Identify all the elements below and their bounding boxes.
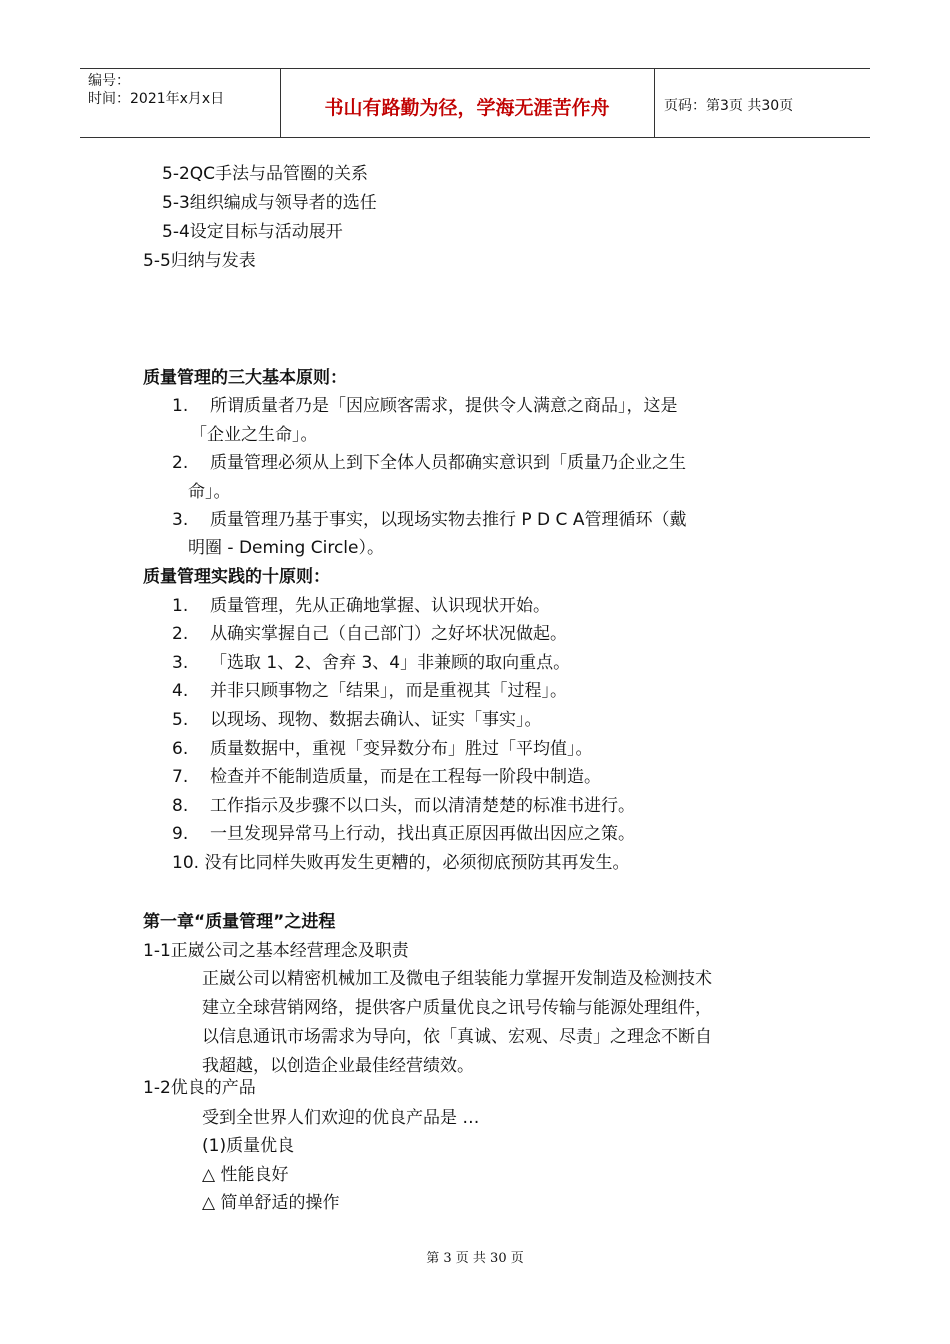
item-text: 没有比同样失败再发生更糟的，必须彻底预防其再发生。 [204, 853, 630, 873]
toc-item: 5-3组织编成与领导者的选任 [162, 193, 377, 213]
item-number: 4. [172, 681, 189, 701]
principle-item [172, 623, 567, 645]
item-text: 质量管理乃基于事实，以现场实物去推行 P D C A管理循环（戴 [210, 510, 687, 530]
sub-heading: (1)质量优良 [202, 1136, 295, 1156]
item-number: 3. [172, 510, 189, 530]
subsection-title: 1-2优良的产品 [143, 1078, 256, 1098]
item-text-cont: 命」。 [188, 482, 231, 502]
header-motto: 书山有路勤为径，学海无涯苦作舟 [324, 97, 610, 119]
section-title: 质量管理的三大基本原则： [143, 368, 347, 388]
bullet-item: △ 性能良好 [202, 1165, 289, 1185]
principle-item [172, 795, 635, 817]
time-label: 时间：2021年x月x日 [88, 91, 225, 107]
item-number: 10. [172, 853, 200, 873]
item-text-cont: 「企业之生命」。 [190, 425, 318, 445]
principle-item [172, 738, 593, 760]
principle-item [172, 452, 686, 474]
paragraph-line: 建立全球营销网络，提供客户质量优良之讯号传输与能源处理组件， [202, 998, 712, 1018]
item-text: 检查并不能制造质量，而是在工程每一阶段中制造。 [210, 767, 601, 787]
principle-item [172, 395, 678, 417]
subsection-title: 1-1正崴公司之基本经营理念及职责 [143, 941, 409, 961]
item-text: 质量数据中，重视「变异数分布」胜过「平均值」。 [210, 739, 593, 759]
item-text: 一旦发现异常马上行动，找出真正原因再做出因应之策。 [210, 824, 635, 844]
item-number: 6. [172, 739, 189, 759]
item-text: 以现场、现物、数据去确认、证实「事实」。 [210, 710, 542, 730]
item-text: 工作指示及步骤不以口头，而以清清楚楚的标准书进行。 [210, 796, 635, 816]
item-number: 5. [172, 710, 189, 730]
item-number: 1. [172, 596, 189, 616]
item-number: 2. [172, 453, 189, 473]
principle-item [172, 852, 629, 874]
principle-item [172, 509, 686, 531]
item-text: 质量管理必须从上到下全体人员都确实意识到「质量乃企业之生 [210, 453, 686, 473]
toc-item: 5-4设定目标与活动展开 [162, 222, 343, 242]
header-table [80, 68, 870, 138]
principle-item [172, 652, 570, 674]
item-number: 8. [172, 796, 189, 816]
paragraph-line: 我超越，以创造企业最佳经营绩效。 [202, 1056, 474, 1076]
item-number: 9. [172, 824, 189, 844]
section-title: 质量管理实践的十原则： [143, 567, 330, 587]
paragraph-line: 正崴公司以精密机械加工及微电子组装能力掌握开发制造及检测技术 [202, 969, 712, 989]
item-number: 7. [172, 767, 189, 787]
page-label: 页码：第3页 共30页 [664, 98, 794, 114]
principle-item [172, 680, 567, 702]
principle-item [172, 823, 635, 845]
principle-item [172, 766, 601, 788]
header-divider [654, 69, 655, 137]
item-text: 质量管理，先从正确地掌握、认识现状开始。 [210, 596, 550, 616]
chapter-title: 第一章“质量管理”之进程 [143, 912, 336, 932]
principle-item [172, 595, 550, 617]
paragraph-line: 受到全世界人们欢迎的优良产品是 … [202, 1108, 480, 1128]
item-number: 3. [172, 653, 189, 673]
bullet-item: △ 简单舒适的操作 [202, 1193, 340, 1213]
paragraph-line: 以信息通讯市场需求为导向，依「真诚、宏观、尽责」之理念不断自 [202, 1027, 712, 1047]
item-text: 「选取 1、2、舍弃 3、4」非兼顾的取向重点。 [210, 653, 571, 673]
item-text: 并非只顾事物之「结果」，而是重视其「过程」。 [210, 681, 567, 701]
toc-item: 5-5归纳与发表 [143, 251, 256, 271]
toc-item: 5-2QC手法与品管圈的关系 [162, 164, 369, 184]
item-text: 从确实掌握自己（自己部门）之好坏状况做起。 [210, 624, 567, 644]
item-text: 所谓质量者乃是「因应顾客需求，提供令人满意之商品」，这是 [210, 396, 678, 416]
principle-item [172, 709, 542, 731]
item-number: 1. [172, 396, 189, 416]
header-left-cell [88, 72, 224, 108]
page-footer: 第 3 页 共 30 页 [426, 1251, 524, 1266]
item-number: 2. [172, 624, 189, 644]
number-label: 编号： [88, 73, 130, 89]
item-text-cont: 明圈 - Deming Circle）。 [188, 538, 384, 558]
